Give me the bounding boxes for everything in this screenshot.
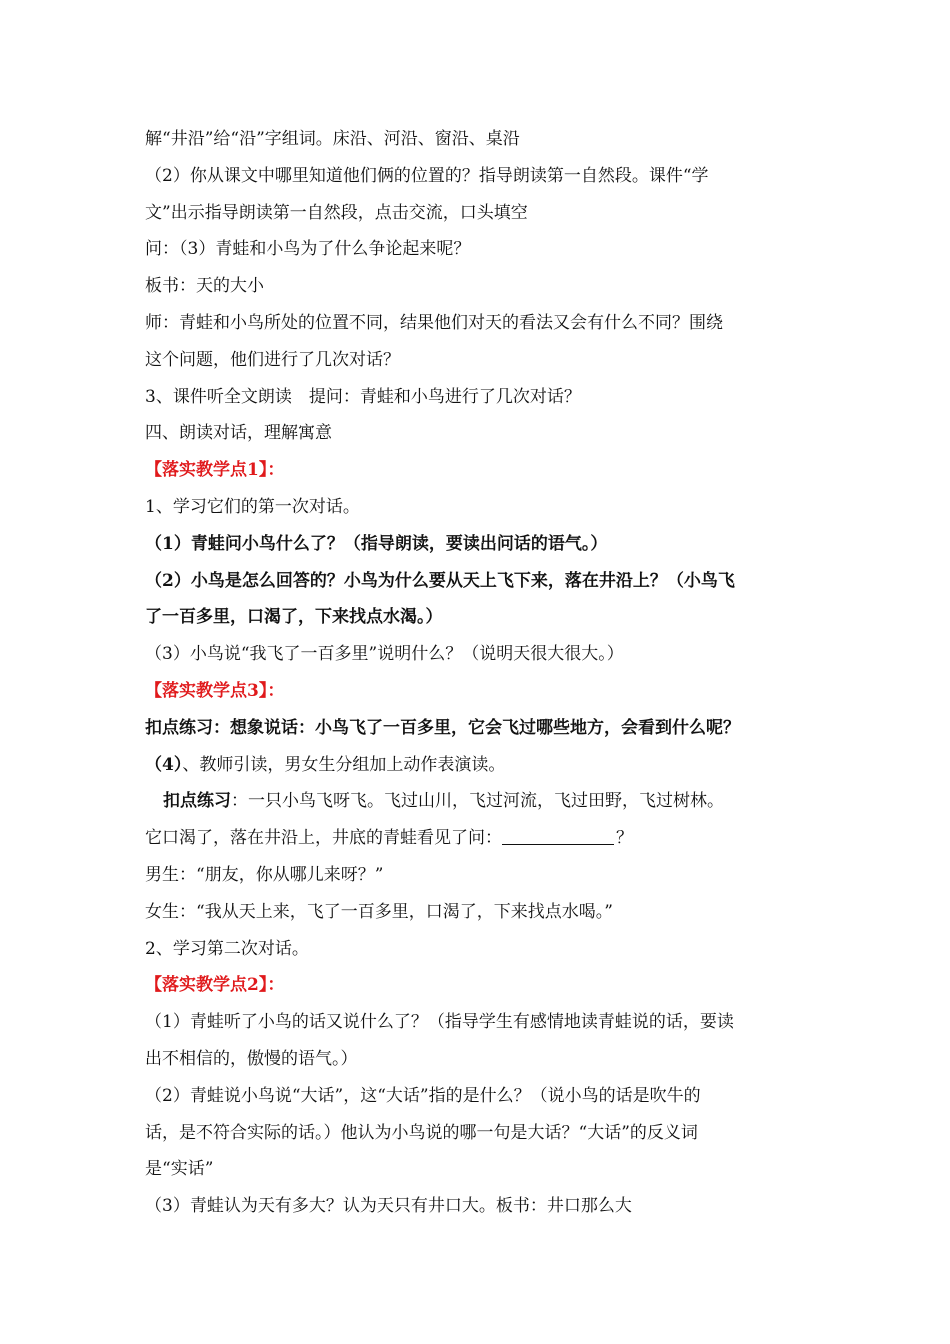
question-line: 了一百多里，口渴了，下来找点水渴。） — [145, 607, 443, 628]
fill-in-blank[interactable] — [502, 826, 614, 845]
text-line: 解“井沿”给“沿”字组词。床沿、河沿、窗沿、桌沿 — [145, 129, 520, 149]
document-body — [145, 121, 815, 1225]
text-line: 出不相信的，傲慢的语气。） — [145, 1048, 358, 1069]
text-line: 文”出示指导朗读第一自然段，点击交流，口头填空 — [145, 202, 528, 223]
text-line: 3、课件听全文朗读 提问：青蛙和小鸟进行了几次对话？ — [145, 386, 581, 407]
line-text: ：一只小鸟飞呀飞。飞过山川，飞过河流，飞过田野，飞过树林。 — [231, 791, 724, 812]
line-text: 、教师引读，男女生分组加上动作表演读。 — [182, 754, 506, 775]
teaching-point-heading-1: 【落实教学点1】： — [145, 460, 285, 481]
text-line: 1、学习它们的第一次对话。 — [145, 496, 360, 517]
practice-line — [145, 783, 815, 820]
practice-label: 扣点练习 — [163, 791, 231, 812]
fill-blank-line — [145, 820, 815, 857]
question-line: （1）青蛙问小鸟什么了？（指导朗读，要读出问话的语气。） — [145, 533, 608, 554]
text-line: （2）青蛙说小鸟说“大话”，这“大话”指的是什么？（说小鸟的话是吹牛的 — [145, 1085, 701, 1106]
dialogue-line: 男生：“朋友，你从哪儿来呀？” — [145, 864, 384, 885]
practice-prompt: 扣点练习：想象说话：小鸟飞了一百多里，它会飞过哪些地方，会看到什么呢？ — [145, 717, 740, 738]
line-suffix: ？ — [616, 828, 633, 849]
question-line: （2）小鸟是怎么回答的？小鸟为什么要从天上飞下来，落在井沿上？（小鸟飞 — [145, 570, 735, 591]
text-line: 这个问题，他们进行了几次对话？ — [145, 349, 400, 370]
text-line: 板书：天的大小 — [145, 276, 264, 297]
text-line — [145, 747, 815, 784]
text-line: 师：青蛙和小鸟所处的位置不同，结果他们对天的看法又会有什么不同？围绕 — [145, 312, 723, 333]
text-line: （3）青蛙认为天有多大？认为天只有井口大。板书：井口那么大 — [145, 1196, 632, 1217]
line-prefix: （4） — [145, 754, 183, 775]
text-line: （3）小鸟说“我飞了一百多里”说明什么？（说明天很大很大。） — [145, 644, 624, 665]
line-text: 它口渴了，落在井沿上，井底的青蛙看见了问： — [145, 828, 502, 849]
text-line: 是“实话” — [145, 1159, 214, 1180]
teaching-point-heading-3: 【落实教学点3】： — [145, 680, 285, 701]
text-line: （2）你从课文中哪里知道他们俩的位置的？指导朗读第一自然段。课件“学 — [145, 165, 709, 186]
text-line: 话，是不符合实际的话。）他认为小鸟说的哪一句是大话？“大话”的反义词 — [145, 1122, 698, 1143]
section-heading: 四、朗读对话，理解寓意 — [145, 423, 332, 444]
dialogue-line: 女生：“我从天上来，飞了一百多里，口渴了，下来找点水喝。” — [145, 901, 613, 922]
text-line: 2、学习第二次对话。 — [145, 938, 309, 959]
teaching-point-heading-2: 【落实教学点2】： — [145, 975, 285, 996]
text-line: 问：（3）青蛙和小鸟为了什么争论起来呢？ — [145, 239, 471, 260]
text-line: （1）青蛙听了小鸟的话又说什么了？（指导学生有感情地读青蛙说的话，要读 — [145, 1012, 734, 1033]
